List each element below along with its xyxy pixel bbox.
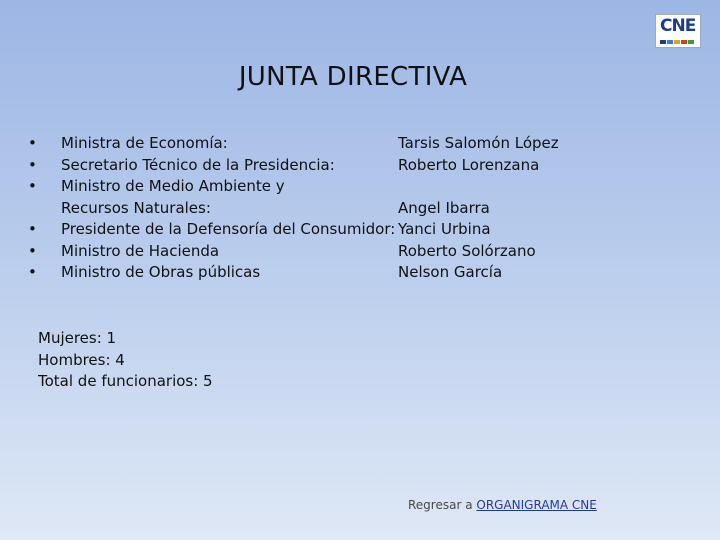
women-count: Mujeres: 1 <box>38 329 117 347</box>
member-role: Secretario Técnico de la Presidencia: <box>61 155 335 174</box>
bullet: • <box>28 263 37 281</box>
bullet: • <box>28 134 37 152</box>
logo-text: CNE <box>660 16 696 36</box>
logo-color-bar <box>660 40 694 44</box>
member-role: Ministro de Medio Ambiente y <box>61 177 285 195</box>
member-role: Ministro de Hacienda <box>61 241 220 260</box>
member-role: Ministro de Obras públicas <box>61 263 261 281</box>
totals-block <box>38 328 213 393</box>
member-name: Nelson García <box>398 263 503 281</box>
bullet: • <box>28 220 37 238</box>
member-name: Yanci Urbina <box>398 220 491 238</box>
member-role: Presidente de la Defensoría del Consumidor: <box>61 220 396 238</box>
organigrama-link[interactable]: ORGANIGRAMA CNE <box>476 498 597 512</box>
bullet: • <box>28 241 37 260</box>
footer-nav <box>408 498 597 512</box>
cne-logo <box>655 14 701 48</box>
bullet: • <box>28 177 37 195</box>
member-name: Roberto Lorenzana <box>398 155 540 174</box>
member-name: Roberto Solórzano <box>398 241 536 260</box>
page-title: JUNTA DIRECTIVA <box>238 62 468 92</box>
member-name: Tarsis Salomón López <box>398 134 559 152</box>
bullet: • <box>28 155 37 174</box>
men-count: Hombres: 4 <box>38 350 125 369</box>
member-role: Ministra de Economía: <box>61 134 228 152</box>
footer-prefix: Regresar a <box>408 498 477 512</box>
member-role-line2: Recursos Naturales: <box>61 198 211 217</box>
total-count: Total de funcionarios: 5 <box>38 372 213 390</box>
member-name: Angel Ibarra <box>398 198 490 217</box>
